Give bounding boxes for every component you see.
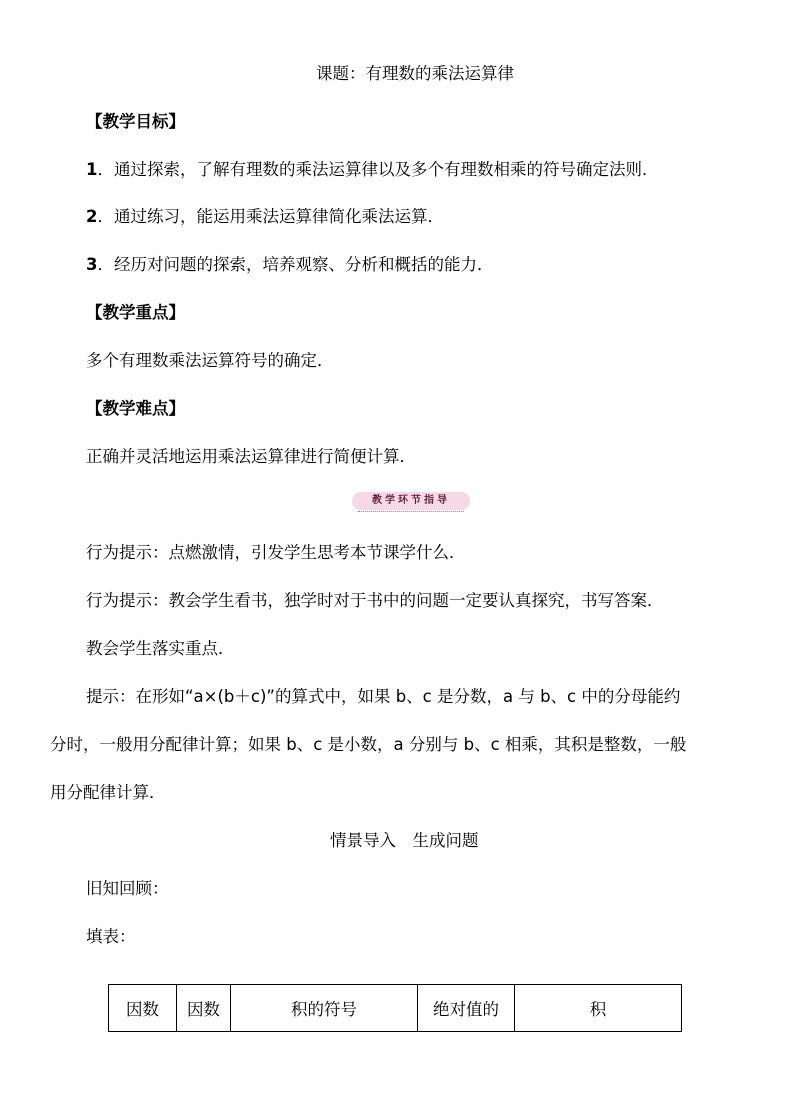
objective-text: ．经历对问题的探索，培养观察、分析和概括的能力． (97, 255, 494, 274)
table-header-cell: 因数 (177, 985, 231, 1032)
objective-text: ．通过探索，了解有理数的乘法运算律以及多个有理数相乘的符号确定法则． (97, 160, 659, 179)
table-header-cell: 积 (515, 985, 682, 1032)
objective-item-3 (86, 253, 493, 277)
fill-table-label: 填表： (86, 927, 136, 946)
review-label: 旧知回顾： (86, 879, 169, 898)
table-header-cell: 因数 (109, 985, 177, 1032)
difficulty-text: 正确并灵活地运用乘法运算律进行简便计算． (86, 447, 416, 466)
guidance-paragraph-1: 行为提示：点燃激情，引发学生思考本节课学什么． (86, 543, 466, 562)
page-title: 课题：有理数的乘法运算律 (316, 64, 514, 83)
table-header-cell: 积的符号 (231, 985, 418, 1032)
difficulty-heading: 【教学难点】 (86, 399, 185, 418)
guidance-paragraph-3: 教会学生落实重点． (86, 639, 235, 658)
objective-item-1 (86, 158, 658, 182)
table-header-cell: 绝对值的 (418, 985, 515, 1032)
objectives-heading: 【教学目标】 (86, 112, 185, 131)
objective-number: 3 (86, 255, 98, 274)
objective-item-2 (86, 205, 444, 229)
scenario-heading: 情景导入 生成问题 (330, 831, 479, 850)
objective-number: 1 (86, 160, 98, 179)
guidance-paragraph-4-line-3: 用分配律计算． (50, 783, 166, 802)
objective-text: ．通过练习，能运用乘法运算律简化乘法运算． (97, 207, 444, 226)
guidance-paragraph-2: 行为提示：教会学生看书，独学时对于书中的问题一定要认真探究，书写答案． (86, 591, 664, 610)
table-header-row (109, 985, 682, 1032)
key-points-heading: 【教学重点】 (86, 303, 185, 322)
guidance-paragraph-4-line-2: 分时，一般用分配律计算；如果 b、c 是小数，a 分别与 b、c 相乘，其积是整数，一般 (50, 735, 687, 754)
fill-in-table (108, 984, 682, 1032)
badge-label: 教学环节指导 (372, 495, 450, 506)
guidance-paragraph-4-line-1: 提示：在形如“a×(b＋c)”的算式中，如果 b、c 是分数，a 与 b、c 中的分母能约 (86, 687, 681, 706)
teaching-guidance-badge (352, 490, 470, 514)
key-points-text: 多个有理数乘法运算符号的确定． (86, 351, 334, 370)
badge-underline (358, 511, 464, 512)
objective-number: 2 (86, 207, 98, 226)
